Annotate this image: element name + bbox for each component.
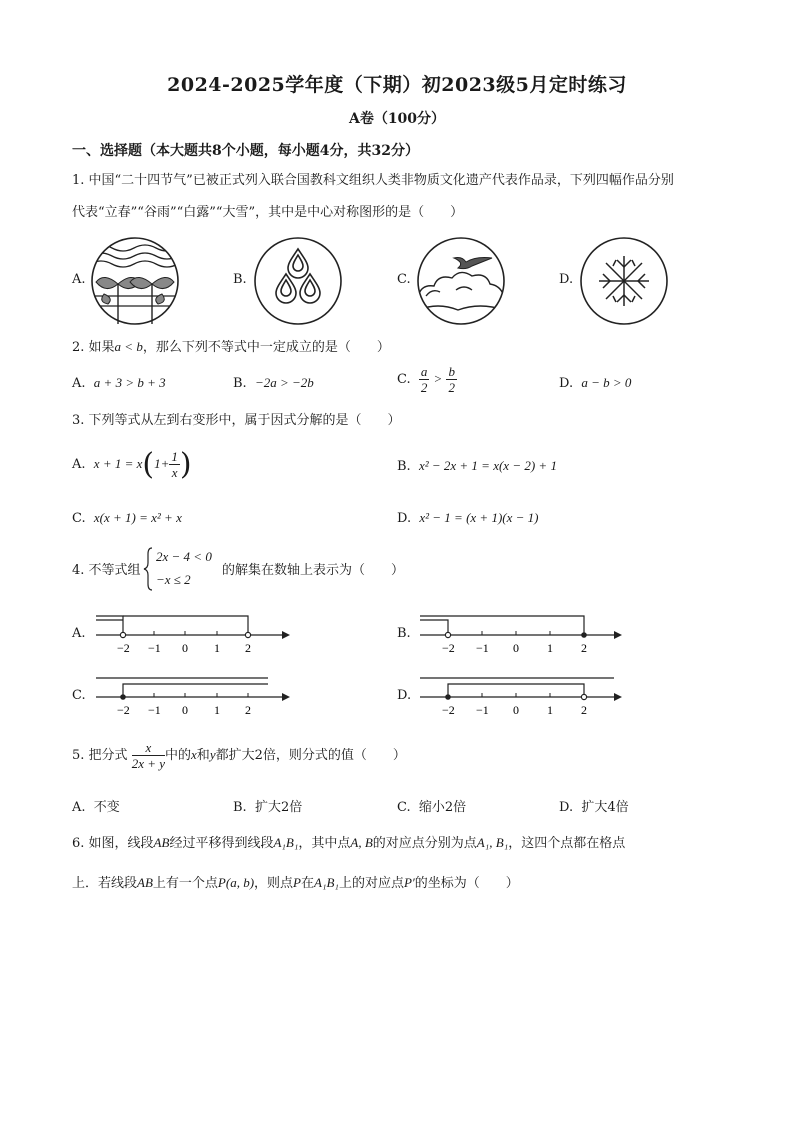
q5-var-x: x bbox=[191, 747, 197, 762]
q5-option-a-text: 不变 bbox=[93, 800, 120, 815]
tick-label: −1 bbox=[148, 641, 161, 655]
q6-text: ，其中点 bbox=[298, 836, 351, 851]
q5-option-b bbox=[233, 796, 302, 815]
q4-stem-post: 的解集在数轴上表示为（ ） bbox=[222, 563, 405, 578]
q6-text: 6. 如图，线段 bbox=[72, 836, 154, 851]
q4-numberline-c bbox=[90, 670, 310, 720]
q2-option-c-frac1 bbox=[419, 364, 430, 395]
q2-option-b bbox=[233, 375, 314, 391]
q1-figure-b-rain-drops bbox=[253, 236, 343, 326]
q4-numberline-d bbox=[414, 670, 634, 720]
q2-option-a-label: A. bbox=[72, 376, 86, 391]
tick-label: −2 bbox=[117, 703, 130, 717]
q2-stem-post: ，那么下列不等式中一定成立的是（ ） bbox=[142, 340, 390, 355]
q5-den: 2x + y bbox=[131, 756, 165, 771]
q3-option-b-math: x² − 2x + 1 = x(x − 2) + 1 bbox=[418, 458, 557, 473]
q6-text: 的对应点分别为点 bbox=[372, 836, 477, 851]
tick-label: −1 bbox=[476, 703, 489, 717]
q6-var-p: P bbox=[293, 875, 301, 890]
q4-stem-pre: 4. 不等式组 bbox=[72, 563, 141, 578]
tick-label: 1 bbox=[214, 703, 220, 717]
q5-fraction bbox=[132, 740, 165, 771]
q5-option-a-label: A. bbox=[72, 800, 86, 815]
tick-label: 2 bbox=[581, 641, 587, 655]
q3-option-a-label: A. bbox=[72, 457, 86, 472]
q5-option-d bbox=[559, 796, 629, 815]
q3-option-a-lhs: x + 1 = x bbox=[93, 456, 143, 471]
q3-option-d-math: x² − 1 = (x + 1)(x − 1) bbox=[419, 510, 539, 525]
q6-stem-line2 bbox=[72, 874, 519, 893]
page-subtitle: A卷（100分） bbox=[348, 111, 446, 127]
q2-option-c-label: C. bbox=[397, 372, 411, 387]
q6-text: ，则点 bbox=[254, 876, 294, 891]
q1-stem-line2: 代表“立春”“谷雨”“白露”“大雪”，其中是中心对称图形的是（ ） bbox=[72, 205, 464, 220]
q4-numberline-a bbox=[90, 608, 310, 658]
q4-system-row2: −x ≤ 2 bbox=[156, 572, 191, 587]
q6-segment-a1b1: A₁B₁ bbox=[314, 875, 339, 890]
q4-system-row1: 2x − 4 < 0 bbox=[156, 549, 212, 564]
q6-text: 在 bbox=[301, 876, 315, 891]
q2-c-num2: b bbox=[448, 364, 455, 379]
q1-figure-d-snowflake bbox=[579, 236, 669, 326]
q4-numberline-b bbox=[414, 608, 634, 658]
q4-option-b-label: B. bbox=[397, 626, 411, 641]
q5-option-c bbox=[397, 796, 466, 815]
q5-stem bbox=[72, 740, 406, 771]
tick-label: −1 bbox=[476, 641, 489, 655]
q4-system-brace bbox=[143, 546, 153, 592]
q5-stem-mid1: 中的 bbox=[165, 748, 192, 763]
tick-label: 0 bbox=[513, 703, 519, 717]
q3-option-a-frac bbox=[169, 449, 180, 480]
tick-label: −2 bbox=[442, 641, 455, 655]
tick-label: 2 bbox=[245, 641, 251, 655]
tick-label: 2 bbox=[581, 703, 587, 717]
q5-option-d-label: D. bbox=[559, 800, 574, 815]
q6-point-p-prime: P′ bbox=[403, 875, 415, 890]
q2-option-c bbox=[397, 364, 457, 395]
tick-label: 0 bbox=[182, 641, 188, 655]
section-heading: 一、选择题（本大题共8个小题，每小题4分，共32分） bbox=[72, 143, 419, 159]
q6-point-p: P(a, b) bbox=[217, 875, 255, 890]
q2-option-c-rel: > bbox=[433, 371, 443, 386]
q2-option-a bbox=[72, 375, 166, 391]
page-title: 2024-2025学年度（下期）初2023级5月定时练习 bbox=[167, 74, 627, 96]
tick-label: −2 bbox=[442, 703, 455, 717]
q1-stem-line1: 1. 中国“二十四节气”已被正式列入联合国教科文组织人类非物质文化遗产代表作品录，下列四幅作品分别 bbox=[72, 173, 674, 188]
q2-option-a-math: a + 3 > b + 3 bbox=[93, 375, 166, 390]
q4-option-c-label: C. bbox=[72, 688, 86, 703]
q3-a-num: 1 bbox=[171, 449, 178, 464]
q3-option-d bbox=[397, 510, 538, 526]
q1-option-d-label: D. bbox=[559, 272, 574, 287]
q5-stem-pre: 5. 把分式 bbox=[72, 748, 128, 763]
q6-stem-line1 bbox=[72, 834, 625, 853]
q6-points-ab: A, B bbox=[350, 835, 373, 850]
q2-stem-math: a < b bbox=[114, 339, 143, 354]
q6-text: 的坐标为（ ） bbox=[414, 876, 519, 891]
q3-option-d-label: D. bbox=[397, 511, 412, 526]
q6-text: 上的对应点 bbox=[338, 876, 404, 891]
q6-text: 经过平移得到线段 bbox=[169, 836, 274, 851]
tick-label: 1 bbox=[547, 703, 553, 717]
q2-c-den2: 2 bbox=[448, 380, 455, 395]
q6-text: ，这四个点都在格点 bbox=[508, 836, 626, 851]
q3-a-den: x bbox=[171, 465, 178, 480]
q1-figure-c-white-dew-bird-clouds bbox=[416, 236, 506, 326]
tick-label: 2 bbox=[245, 703, 251, 717]
q5-option-d-text: 扩大4倍 bbox=[581, 800, 629, 815]
q5-option-c-text: 缩小2倍 bbox=[418, 800, 467, 815]
q6-segment-ab: AB bbox=[153, 835, 170, 850]
q3-option-a: A. x + 1 = x(1+ $\frac{1}{x}$ ) bbox=[72, 447, 192, 482]
q5-option-b-text: 扩大2倍 bbox=[254, 800, 303, 815]
q1-option-a-label: A. bbox=[72, 272, 86, 287]
q5-var-y: y bbox=[209, 747, 216, 762]
q5-stem-mid2: 和 bbox=[196, 748, 210, 763]
q4-option-a-label: A. bbox=[72, 626, 86, 641]
q3-option-a-inner: 1+ bbox=[154, 456, 170, 471]
q5-option-a bbox=[72, 796, 120, 815]
q2-option-d-math: a − b > 0 bbox=[581, 375, 632, 390]
q5-option-b-label: B. bbox=[233, 800, 247, 815]
q2-stem bbox=[72, 338, 390, 357]
q2-option-b-label: B. bbox=[233, 376, 247, 391]
q3-stem: 3. 下列等式从左到右变形中，属于因式分解的是（ ） bbox=[72, 413, 401, 428]
q1-option-b-label: B. bbox=[233, 272, 247, 287]
q2-option-d bbox=[559, 375, 631, 391]
q5-option-c-label: C. bbox=[397, 800, 411, 815]
q2-stem-pre: 2. 如果 bbox=[72, 340, 115, 355]
tick-label: 1 bbox=[214, 641, 220, 655]
q6-text: 上．若线段 bbox=[72, 876, 138, 891]
q6-text: 上有一个点 bbox=[152, 876, 218, 891]
q2-option-b-math: −2a > −2b bbox=[254, 375, 314, 390]
q6-segment-a1b1: A₁B₁ bbox=[273, 835, 299, 850]
q2-c-den1: 2 bbox=[420, 380, 428, 395]
tick-label: 0 bbox=[182, 703, 188, 717]
q2-option-c-frac2 bbox=[446, 364, 457, 395]
tick-label: 0 bbox=[513, 641, 519, 655]
q5-stem-post: 都扩大2倍，则分式的值（ ） bbox=[215, 748, 406, 763]
q5-num: x bbox=[132, 740, 165, 756]
q4-option-d-label: D. bbox=[397, 688, 412, 703]
q2-option-d-label: D. bbox=[559, 376, 574, 391]
q1-option-c-label: C. bbox=[397, 272, 411, 287]
q3-option-c bbox=[72, 510, 182, 526]
tick-label: −1 bbox=[148, 703, 161, 717]
q3-option-b-label: B. bbox=[397, 459, 411, 474]
q3-option-c-math: x(x + 1) = x² + x bbox=[93, 510, 182, 525]
q3-option-c-label: C. bbox=[72, 511, 86, 526]
q1-figure-a-spring-sprouts bbox=[90, 236, 180, 326]
q6-segment-ab: AB bbox=[137, 875, 153, 890]
tick-label: −2 bbox=[117, 641, 130, 655]
q6-points-a1b1: A₁, B₁ bbox=[476, 835, 509, 850]
q2-c-num1: a bbox=[420, 364, 428, 379]
q3-option-b bbox=[397, 458, 557, 474]
tick-label: 1 bbox=[547, 641, 553, 655]
